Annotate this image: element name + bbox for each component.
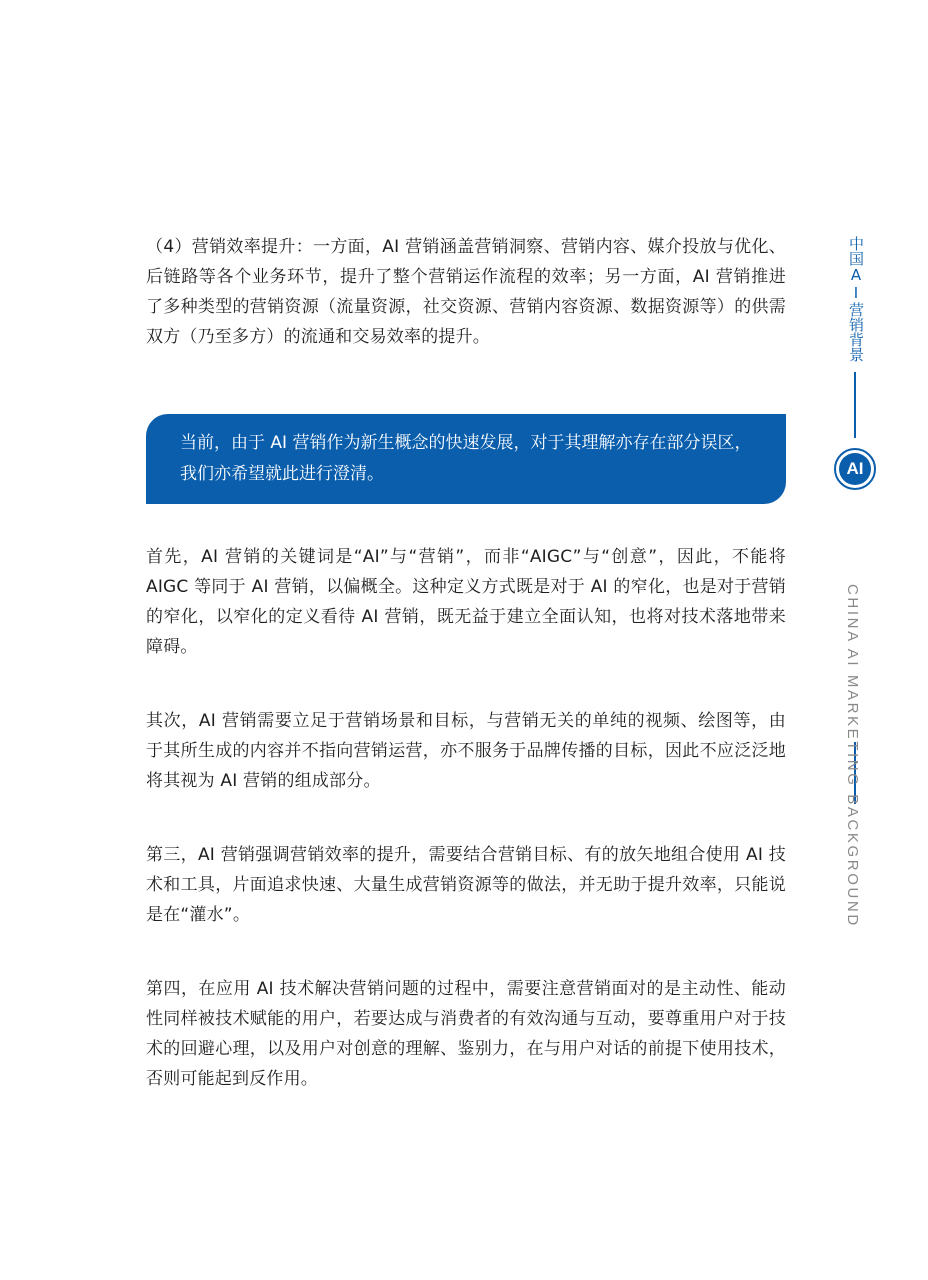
sidebar-chinese-title: 中国AI营销背景 xyxy=(847,236,865,362)
section-sidebar xyxy=(834,236,876,928)
ai-badge-icon xyxy=(834,448,876,490)
main-content xyxy=(146,232,786,1138)
paragraph-second-point: 其次，AI 营销需要立足于营销场景和目标，与营销无关的单纯的视频、绘图等，由于其所生成的内容并不指向营销运营，亦不服务于品牌传播的目标，因此不应泛泛地将其视为 AI 营销的组成部分。 xyxy=(146,711,786,791)
callout-box: 当前，由于 AI 营销作为新生概念的快速发展，对于其理解亦存在部分误区，我们亦希望就此进行澄清。 xyxy=(146,414,786,504)
paragraph-first-point: 首先，AI 营销的关键词是“AI”与“营销”，而非“AIGC”与“创意”，因此，不能将 AIGC 等同于 AI 营销，以偏概全。这种定义方式既是对于 AI 的窄化，也是对于营销的窄化，以窄化的定义看待 AI 营销，既无益于建立全面认知，也将对技术落地带来障碍。 xyxy=(146,547,786,657)
sidebar-divider-top xyxy=(854,372,856,438)
paragraph-fourth-point: 第四，在应用 AI 技术解决营销问题的过程中，需要注意营销面对的是主动性、能动性同样被技术赋能的用户，若要达成与消费者的有效沟通与互动，要尊重用户对于技术的回避心理，以及用户对创意的理解、鉴别力，在与用户对话的前提下使用技术，否则可能起到反作用。 xyxy=(146,979,786,1089)
paragraph-efficiency: （4）营销效率提升：一方面，AI 营销涵盖营销洞察、营销内容、媒介投放与优化、后链路等各个业务环节，提升了整个营销运作流程的效率；另一方面，AI 营销推进了多种类型的营销资源（流量资源，社交资源、营销内容资源、数据资源等）的供需双方（乃至多方）的流通和交易效率的提升。 xyxy=(146,237,786,347)
ai-badge-label: AI xyxy=(839,453,871,485)
sidebar-english-title: CHINA AI MARKETING BACKGROUND xyxy=(844,584,861,928)
paragraph-third-point: 第三，AI 营销强调营销效率的提升，需要结合营销目标、有的放矢地组合使用 AI 技术和工具，片面追求快速、大量生成营销资源等的做法，并无助于提升效率，只能说是在“灌水”。 xyxy=(146,845,786,925)
